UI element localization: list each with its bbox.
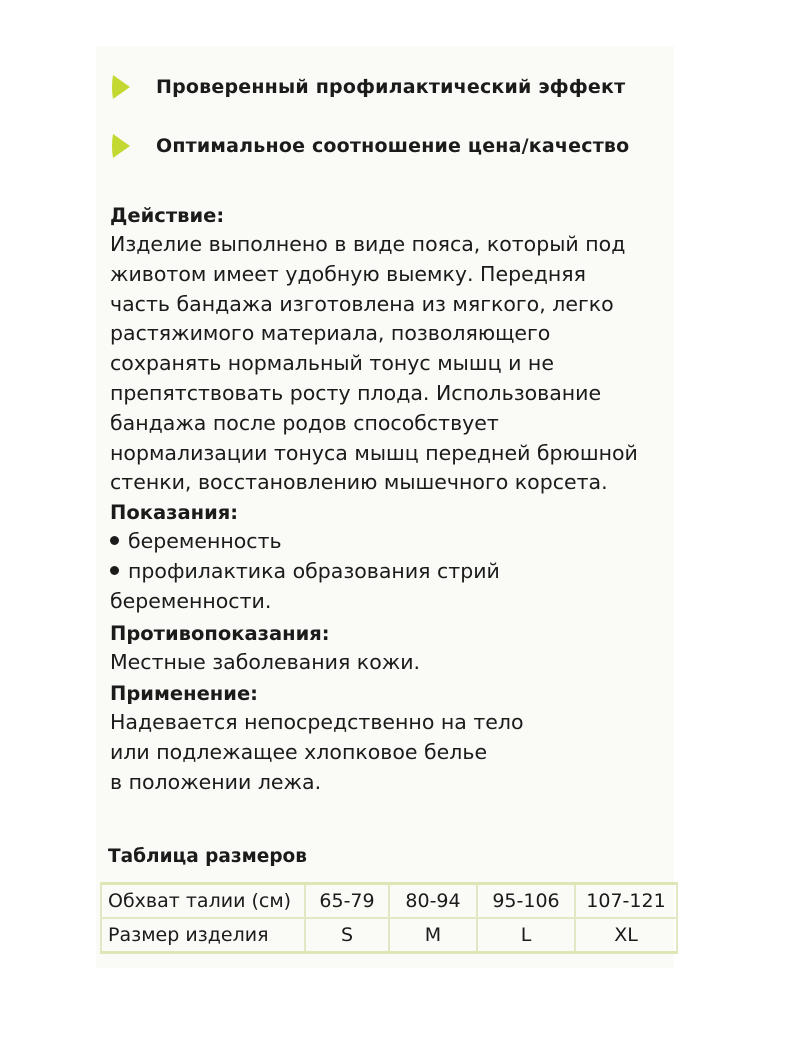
table-cell: 65-79 bbox=[305, 884, 389, 919]
action-line: животом имеет удобную выемку. Передняя bbox=[110, 261, 586, 286]
usage-line: в положении лежа. bbox=[110, 769, 322, 794]
table-cell: 107-121 bbox=[575, 884, 677, 919]
indication-item bbox=[110, 527, 670, 557]
green-triangle-arrow-icon bbox=[110, 132, 132, 160]
table-cell: L bbox=[477, 918, 575, 953]
indication-text: беременность bbox=[128, 529, 282, 554]
feature-text: Проверенный профилактический эффект bbox=[156, 76, 626, 98]
contraindications-text bbox=[110, 648, 670, 678]
action-text bbox=[110, 230, 670, 498]
table-cell: XL bbox=[575, 918, 677, 953]
indications-heading: Показания: bbox=[110, 501, 239, 525]
feature-item bbox=[110, 129, 629, 163]
usage-heading: Применение: bbox=[110, 682, 258, 706]
table-cell: M bbox=[389, 918, 477, 953]
indication-continuation: беременности. bbox=[110, 588, 272, 613]
action-line: растяжимого материала, позволяющего bbox=[110, 321, 551, 346]
description-section bbox=[110, 201, 670, 798]
size-table bbox=[100, 882, 678, 954]
feature-text: Оптимальное соотношение цена/качество bbox=[156, 135, 630, 157]
table-cell: 80-94 bbox=[389, 884, 477, 919]
action-line: препятствовать росту плода. Использование bbox=[110, 380, 602, 405]
indication-item bbox=[110, 557, 670, 587]
action-line: Изделие выполнено в виде пояса, который под bbox=[110, 232, 626, 256]
action-line: часть бандажа изготовлена из мягкого, легко bbox=[110, 291, 614, 316]
indications-list bbox=[110, 527, 670, 616]
feature-item bbox=[110, 70, 625, 104]
size-table-title: Таблица размеров bbox=[108, 846, 307, 867]
table-row-label: Обхват талии (см) bbox=[101, 884, 305, 919]
indication-text: профилактика образования стрий bbox=[128, 558, 500, 583]
green-triangle-arrow-icon bbox=[110, 73, 132, 101]
table-cell: 95-106 bbox=[477, 884, 575, 919]
contraindications-line: Местные заболевания кожи. bbox=[110, 649, 421, 674]
table-row bbox=[101, 884, 677, 919]
usage-line: Надевается непосредственно на тело bbox=[110, 710, 524, 735]
contraindications-heading: Противопоказания: bbox=[110, 621, 330, 645]
table-row-label: Размер изделия bbox=[101, 918, 305, 953]
table-row bbox=[101, 918, 677, 953]
usage-text bbox=[110, 708, 670, 797]
action-line: стенки, восстановлению мышечного корсета. bbox=[110, 470, 608, 495]
action-line: нормализации тонуса мышц передней брюшной bbox=[110, 440, 638, 465]
usage-line: или подлежащее хлопковое белье bbox=[110, 740, 488, 765]
action-heading: Действие: bbox=[110, 204, 225, 227]
action-line: бандажа после родов способствует bbox=[110, 410, 499, 435]
action-line: сохранять нормальный тонус мышц и не bbox=[110, 351, 554, 376]
table-cell: S bbox=[305, 918, 389, 953]
